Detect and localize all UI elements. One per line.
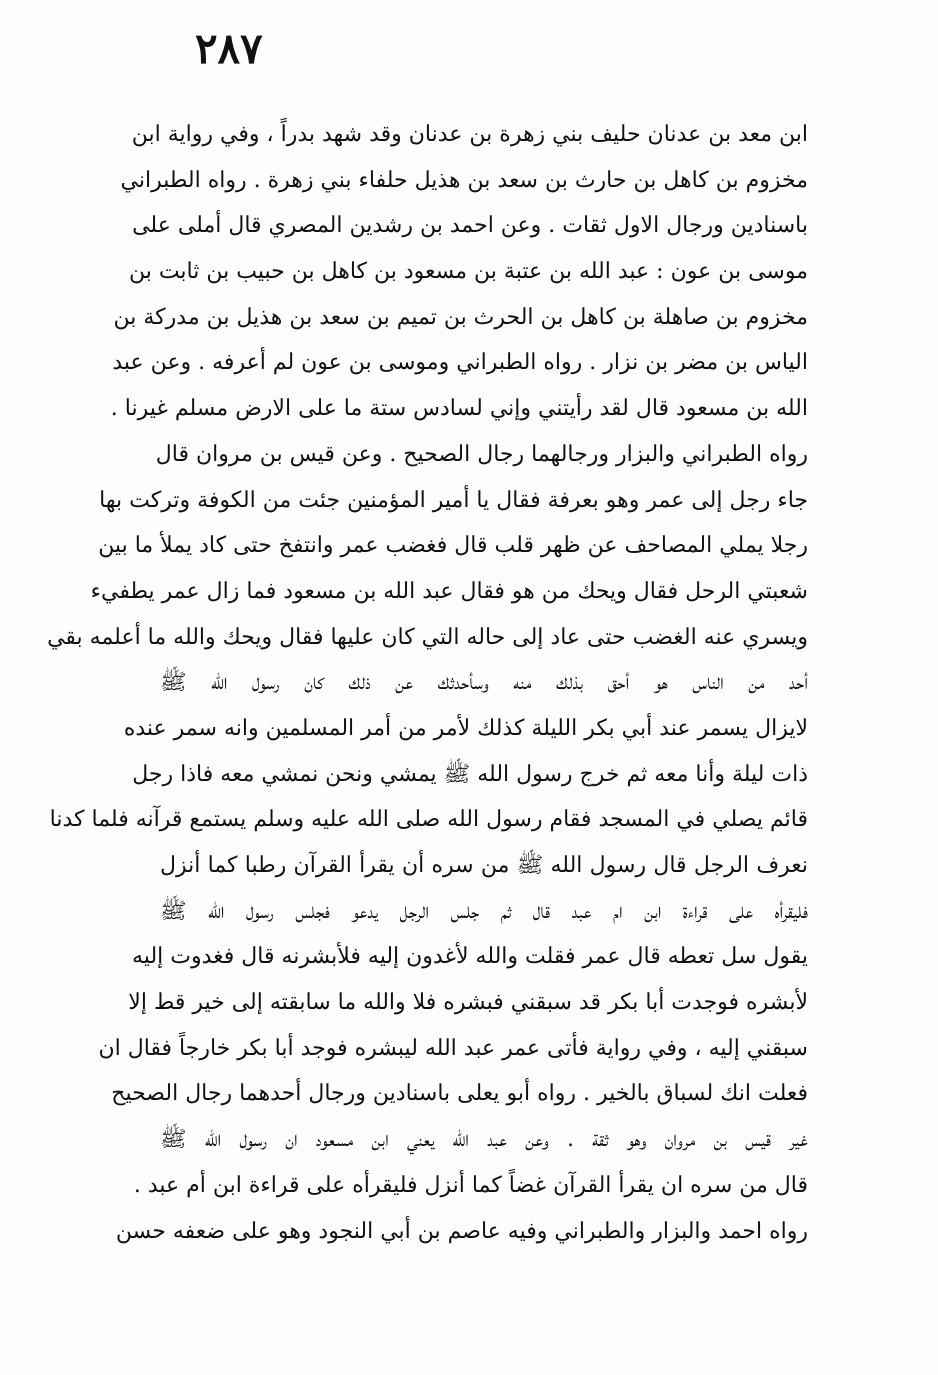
page-number: ٢٨٧: [195, 24, 263, 73]
text-line: جاء رجل إلى عمر وهو بعرفة فقال يا أمير المؤمنين جئت من الكوفة وتركت بها: [99, 487, 808, 513]
text-line: فليقرأه على قراءة ابن ام عبد قال ثم جلس الرجل يدعو فجلس رسول الله ﷺ: [160, 898, 808, 924]
text-line: شعبتي الرحل فقال ويحك من هو فقال عبد الله بن مسعود فما زال عمر يطفيء: [90, 578, 808, 604]
text-line: أحد من الناس هو أحق بذلك منه وسأحدثك عن ذلك كان رسول الله ﷺ: [160, 670, 808, 696]
text-line: يقول سل تعطه قال عمر فقلت والله لأغدون إليه فلأبشرنه قال فغدوت إليه: [132, 944, 808, 970]
text-line: ذات ليلة وأنا معه ثم خرج رسول الله ﷺ يمشي ونحن نمشي معه فاذا رجل: [132, 761, 808, 787]
body-text: [47, 112, 808, 1254]
text-line: مخزوم بن كاهل بن حارث بن سعد بن هذيل حلفاء بني زهرة . رواه الطبراني: [120, 167, 808, 193]
text-line: لايزال يسمر عند أبي بكر الليلة كذلك لأمر من أمر المسلمين وانه سمر عنده: [123, 715, 808, 741]
text-line: سبقني إليه ، وفي رواية فأتى عمر عبد الله ليبشره فوجد أبا بكر خارجاً فقال ان: [98, 1035, 808, 1061]
text-line: الله بن مسعود قال لقد رأيتني وإني لسادس ستة ما على الارض مسلم غيرنا .: [110, 396, 808, 422]
text-line: الياس بن مضر بن نزار . رواه الطبراني وموسى بن عون لم أعرفه . وعن عبد: [112, 350, 808, 376]
text-line: قائم يصلي في المسجد فقام رسول الله صلى الله عليه وسلم يستمع قرآنه فلما كدنا: [49, 807, 808, 833]
text-line: لأبشره فوجدت أبا بكر قد سبقني فبشره فلا والله ما سابقته إلى خير قط إلا: [128, 990, 808, 1016]
text-line: رجلا يملي المصاحف عن ظهر قلب قال فغضب عمر وانتفخ حتى كاد يملأ ما بين: [98, 533, 808, 559]
text-line: ابن معد بن عدنان حليف بني زهرة بن عدنان وقد شهد بدراً ، وفي رواية ابن: [131, 122, 808, 147]
text-line: فعلت انك لسباق بالخير . رواه أبو يعلى باسنادين ورجال أحدهما رجال الصحيح: [111, 1081, 808, 1107]
text-line: رواه احمد والبزار والطبراني وفيه عاصم بن أبي النجود وهو على ضعفه حسن: [115, 1218, 808, 1244]
text-line: ويسري عنه الغضب حتى عاد إلى حاله التي كان عليها فقال ويحك والله ما أعلمه بقي: [47, 624, 808, 650]
text-line: غير قيس بن مروان وهو ثقة . وعن عبد الله يعني ابن مسعود ان رسول الله ﷺ: [160, 1127, 808, 1153]
text-line: موسى بن عون : عبد الله بن عتبة بن مسعود بن كاهل بن حبيب بن ثابت بن: [128, 259, 808, 285]
text-line: باسنادين ورجال الاول ثقات . وعن احمد بن رشدين المصري قال أملى على: [132, 213, 808, 239]
text-line: مخزوم بن صاهلة بن كاهل بن الحرث بن تميم بن سعد بن هذيل بن مدركة بن: [113, 304, 808, 330]
text-line: قال من سره ان يقرأ القرآن غضاً كما أنزل فليقرأه على قراءة ابن أم عبد .: [133, 1172, 808, 1198]
text-line: رواه الطبراني والبزار ورجالهما رجال الصحيح . وعن قيس بن مروان قال: [155, 441, 808, 467]
text-line: نعرف الرجل قال رسول الله ﷺ من سره أن يقرأ القرآن رطبا كما أنزل: [160, 853, 808, 878]
